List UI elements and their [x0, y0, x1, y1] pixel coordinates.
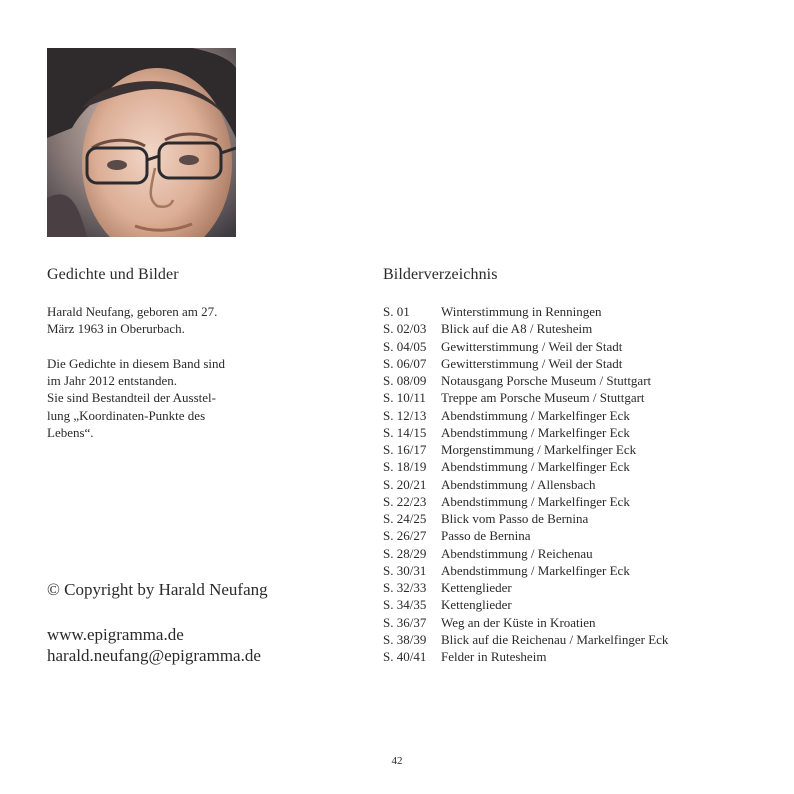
author-portrait-illustration [47, 48, 236, 237]
list-item [383, 424, 763, 441]
list-item [383, 596, 763, 613]
index-page-ref: S. 36/37 [383, 614, 427, 630]
index-page-ref: S. 01 [383, 304, 410, 319]
left-heading: Gedichte und Bilder [47, 266, 179, 283]
index-page-ref: S. 12/13 [383, 407, 427, 423]
page-number: 42 [391, 755, 403, 767]
index-image-title: Blick vom Passo de Bernina [441, 511, 589, 526]
bio-paragraph: Die Gedichte in diesem Band sind im Jahr 2012 entstanden. Sie sind Bestandteil der Ausstel- lung „Koordinaten-Punkte des Lebens“. [47, 355, 225, 441]
list-item [383, 389, 763, 406]
list-item [383, 493, 763, 510]
list-item [383, 545, 763, 562]
index-image-title: Passo de Bernina [441, 528, 531, 544]
list-item [383, 562, 763, 579]
copyright-notice: © Copyright by Harald Neufang [47, 580, 268, 599]
index-page-ref: S. 10/11 [383, 390, 426, 406]
list-item [383, 355, 763, 372]
index-page-ref: S. 14/15 [383, 424, 427, 440]
index-image-title: Blick auf die A8 / Rutesheim [441, 321, 593, 337]
index-image-title: Winterstimmung in Renningen [441, 304, 602, 319]
index-image-title: Abendstimmung / Markelfinger Eck [441, 562, 630, 578]
index-image-title: Abendstimmung / Markelfinger Eck [441, 407, 630, 423]
list-item [383, 320, 763, 337]
index-page-ref: S. 32/33 [383, 580, 427, 595]
image-index-list [383, 303, 763, 665]
index-image-title: Treppe am Porsche Museum / Stuttgart [441, 390, 645, 406]
list-item [383, 338, 763, 355]
author-portrait [47, 48, 236, 237]
index-page-ref: S. 08/09 [383, 373, 427, 388]
website-link[interactable]: www.epigramma.de [47, 625, 184, 644]
index-image-title: Notausgang Porsche Museum / Stuttgart [441, 373, 652, 388]
index-page-ref: S. 30/31 [383, 562, 427, 578]
list-item [383, 303, 763, 320]
bio-paragraph: Harald Neufang, geboren am 27. März 1963 in Oberurbach. [47, 304, 218, 337]
index-page-ref: S. 22/23 [383, 493, 427, 509]
list-item [383, 614, 763, 631]
list-item [383, 458, 763, 475]
index-image-title: Kettenglieder [441, 597, 512, 613]
right-heading: Bilderverzeichnis [383, 266, 498, 283]
index-image-title: Abendstimmung / Allensbach [441, 476, 596, 492]
contact-block [47, 624, 261, 666]
index-page-ref: S. 18/19 [383, 459, 427, 475]
list-item [383, 527, 763, 544]
index-image-title: Abendstimmung / Markelfinger Eck [441, 493, 630, 509]
index-image-title: Gewitterstimmung / Weil der Stadt [441, 355, 623, 371]
index-image-title: Gewitterstimmung / Weil der Stadt [441, 338, 623, 354]
list-item [383, 476, 763, 493]
index-page-ref: S. 40/41 [383, 649, 427, 664]
index-image-title: Felder in Rutesheim [441, 649, 547, 664]
index-image-title: Abendstimmung / Markelfinger Eck [441, 424, 630, 440]
index-page-ref: S. 04/05 [383, 338, 427, 354]
index-page-ref: S. 28/29 [383, 545, 427, 561]
index-image-title: Weg an der Küste in Kroatien [441, 614, 596, 630]
index-image-title: Abendstimmung / Markelfinger Eck [441, 459, 630, 475]
index-page-ref: S. 26/27 [383, 528, 427, 544]
list-item [383, 441, 763, 458]
index-page-ref: S. 24/25 [383, 511, 427, 526]
index-image-title: Kettenglieder [441, 580, 512, 595]
index-page-ref: S. 02/03 [383, 321, 427, 337]
index-image-title: Blick auf die Reichenau / Markelfinger Eck [441, 631, 669, 647]
author-bio [47, 303, 347, 459]
email-link[interactable]: harald.neufang@epigramma.de [47, 646, 261, 665]
index-page-ref: S. 06/07 [383, 355, 427, 371]
list-item [383, 648, 763, 665]
list-item [383, 579, 763, 596]
list-item [383, 631, 763, 648]
index-page-ref: S. 38/39 [383, 631, 427, 647]
index-page-ref: S. 20/21 [383, 476, 427, 492]
index-image-title: Morgenstimmung / Markelfinger Eck [441, 442, 637, 457]
index-page-ref: S. 34/35 [383, 597, 427, 613]
index-image-title: Abendstimmung / Reichenau [441, 545, 593, 561]
list-item [383, 372, 763, 389]
list-item [383, 510, 763, 527]
index-page-ref: S. 16/17 [383, 442, 427, 457]
list-item [383, 407, 763, 424]
